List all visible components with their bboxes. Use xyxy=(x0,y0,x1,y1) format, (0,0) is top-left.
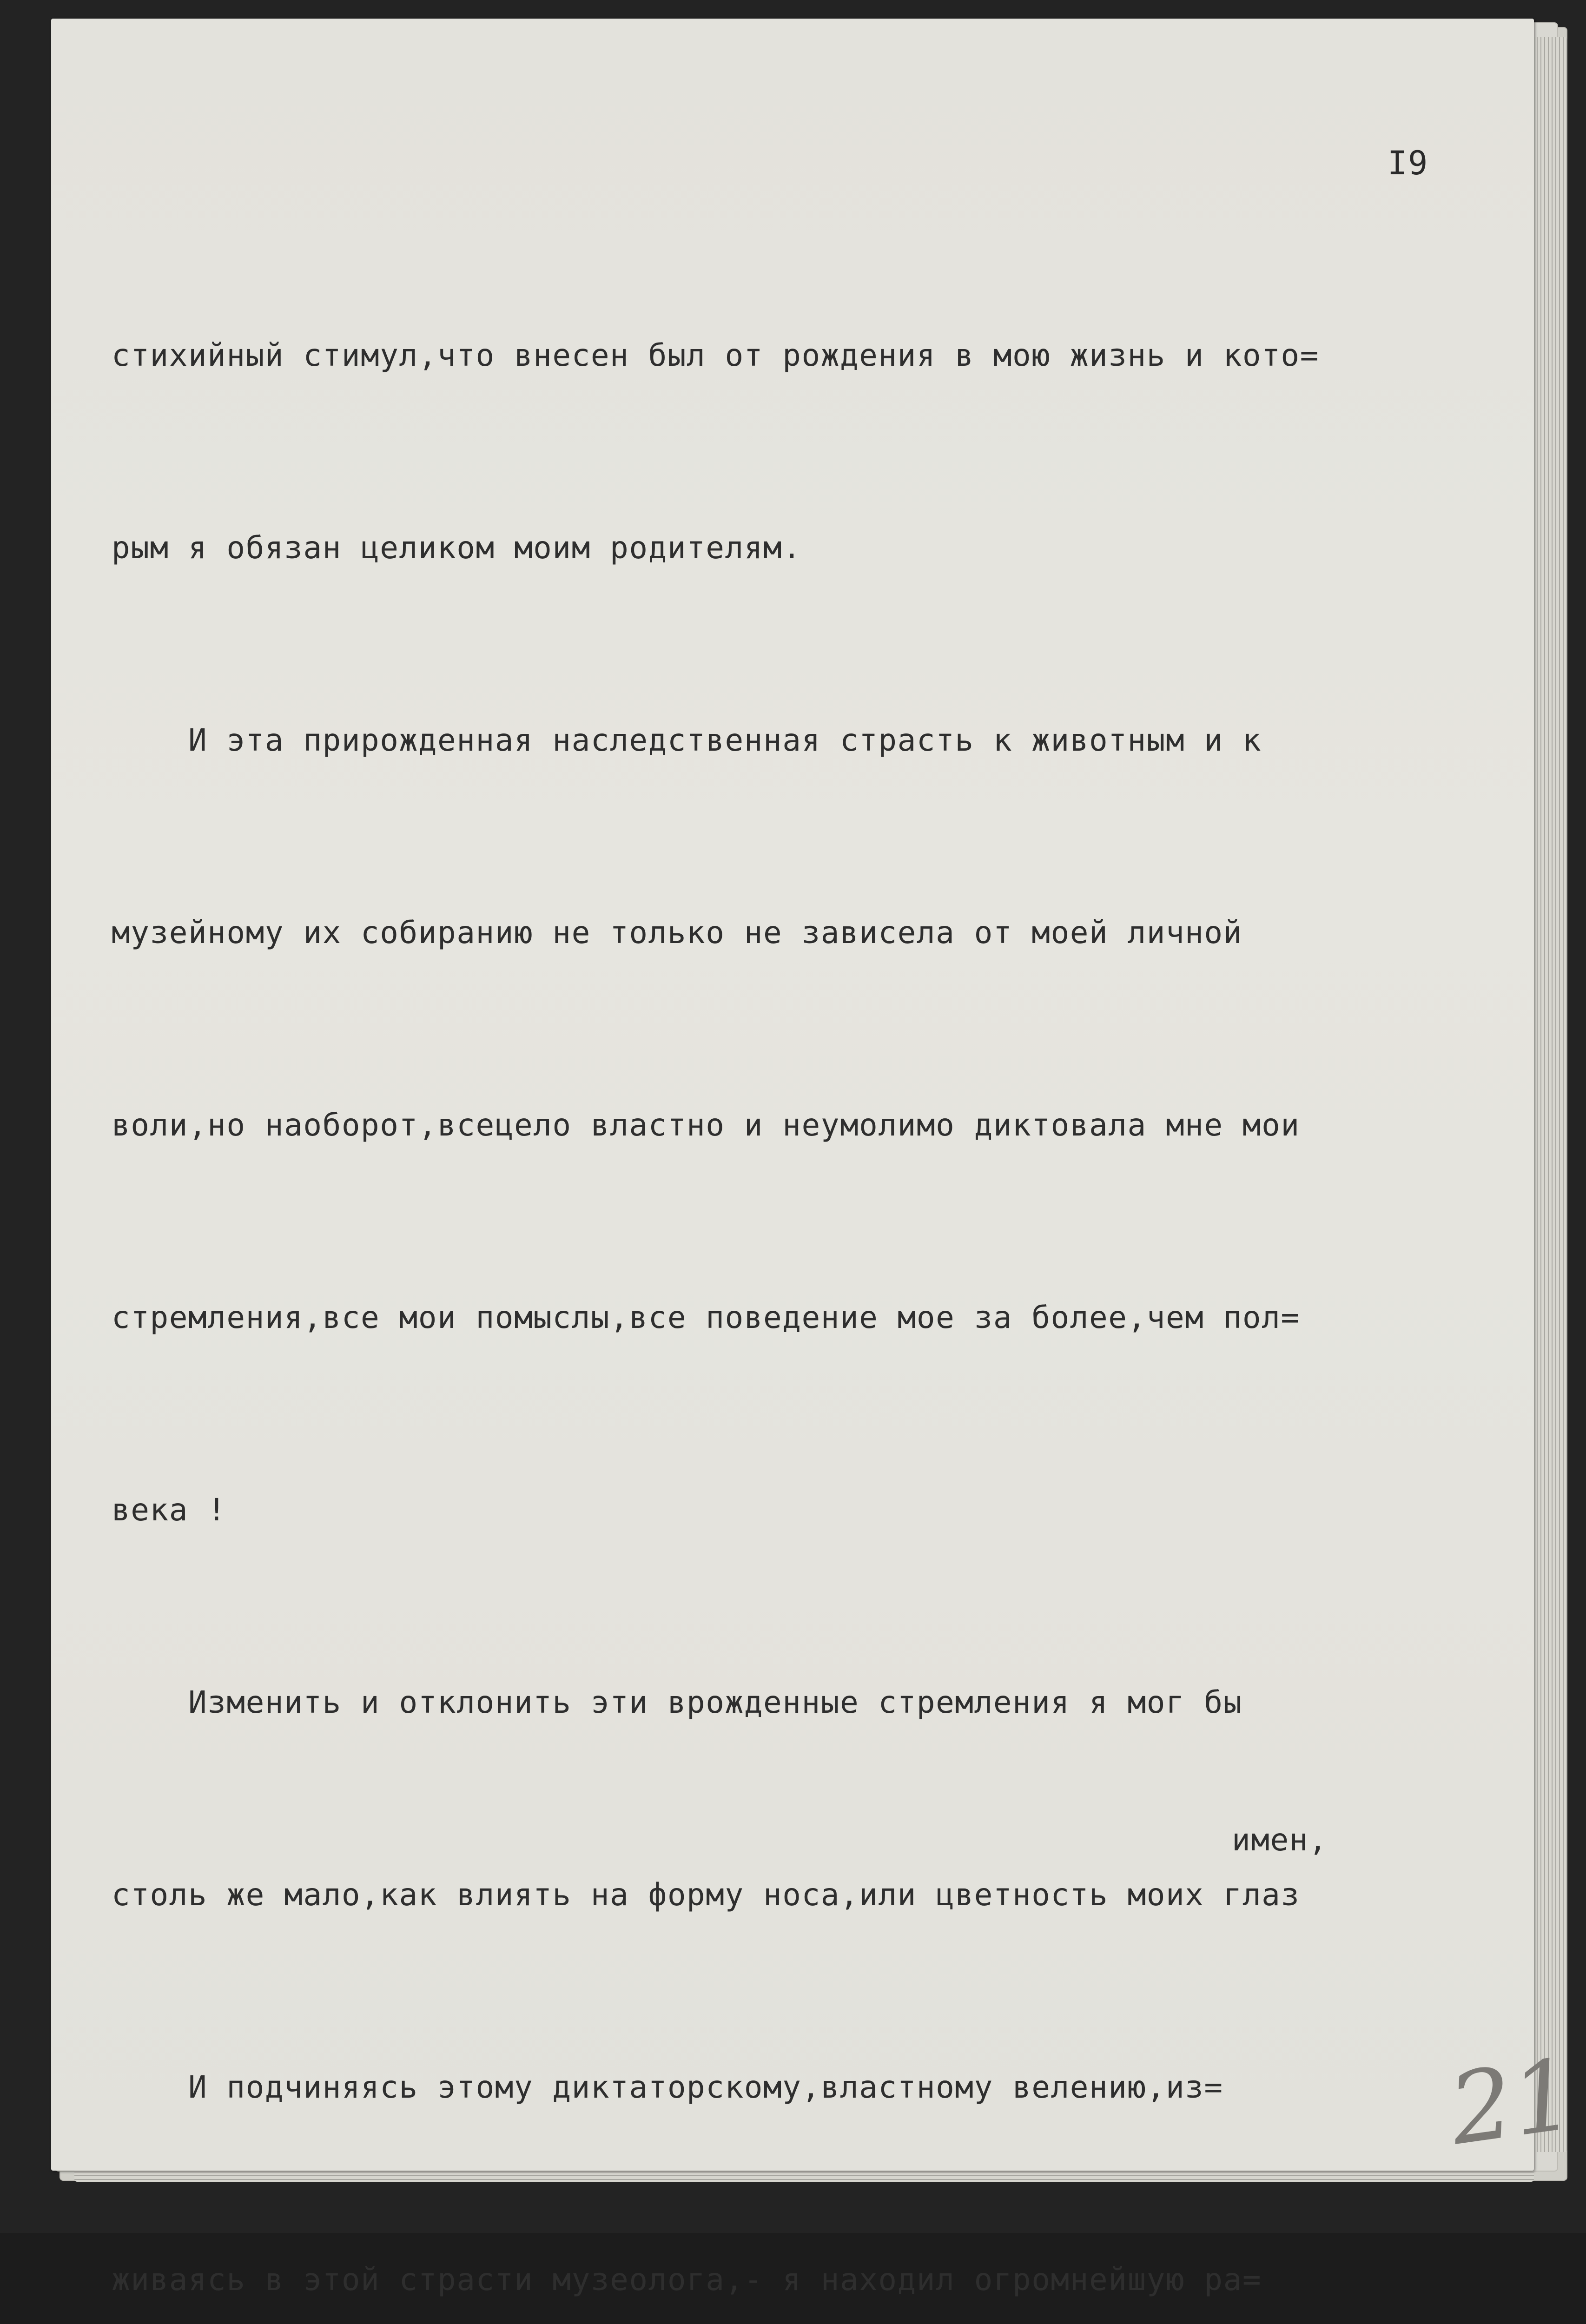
text-line: И подчиняясь этому диктаторскому,властному велению,из= xyxy=(112,2069,1223,2105)
body-text xyxy=(112,195,1483,2324)
text-line: Изменить и отклонить эти врожденные стремления я мог бы xyxy=(112,1684,1242,1720)
interlinear-insertion: имен, xyxy=(1232,1822,1328,1858)
text-line: рым я обязан целиком моим родителям. xyxy=(112,530,802,566)
text-line: столь же мало,как влиять на форму носа,или цветность моих глаз xyxy=(112,1877,1300,1913)
text-line: живаясь в этой страсти музеолога,- я находил огромнейшую ра= xyxy=(112,2262,1262,2298)
stacked-sheet-edges-right xyxy=(1530,37,1567,2152)
text-line: стихийный стимул,что внесен был от рождения в мою жизнь и кото= xyxy=(112,337,1319,373)
text-line: музейному их собиранию не только не зависела от моей личной xyxy=(112,915,1242,951)
text-line: века ! xyxy=(112,1492,227,1528)
text-line: И эта прирожденная наследственная страсть к животным и к xyxy=(112,722,1262,758)
text-line: воли,но наоборот,всецело властно и неумолимо диктовала мне мои xyxy=(112,1107,1300,1143)
text-line: стремления,все мои помыслы,все поведение мое за более,чем пол= xyxy=(112,1300,1300,1335)
handwritten-folio-number: 21 xyxy=(1443,2037,1582,2167)
page-number: I9 xyxy=(1388,144,1429,182)
